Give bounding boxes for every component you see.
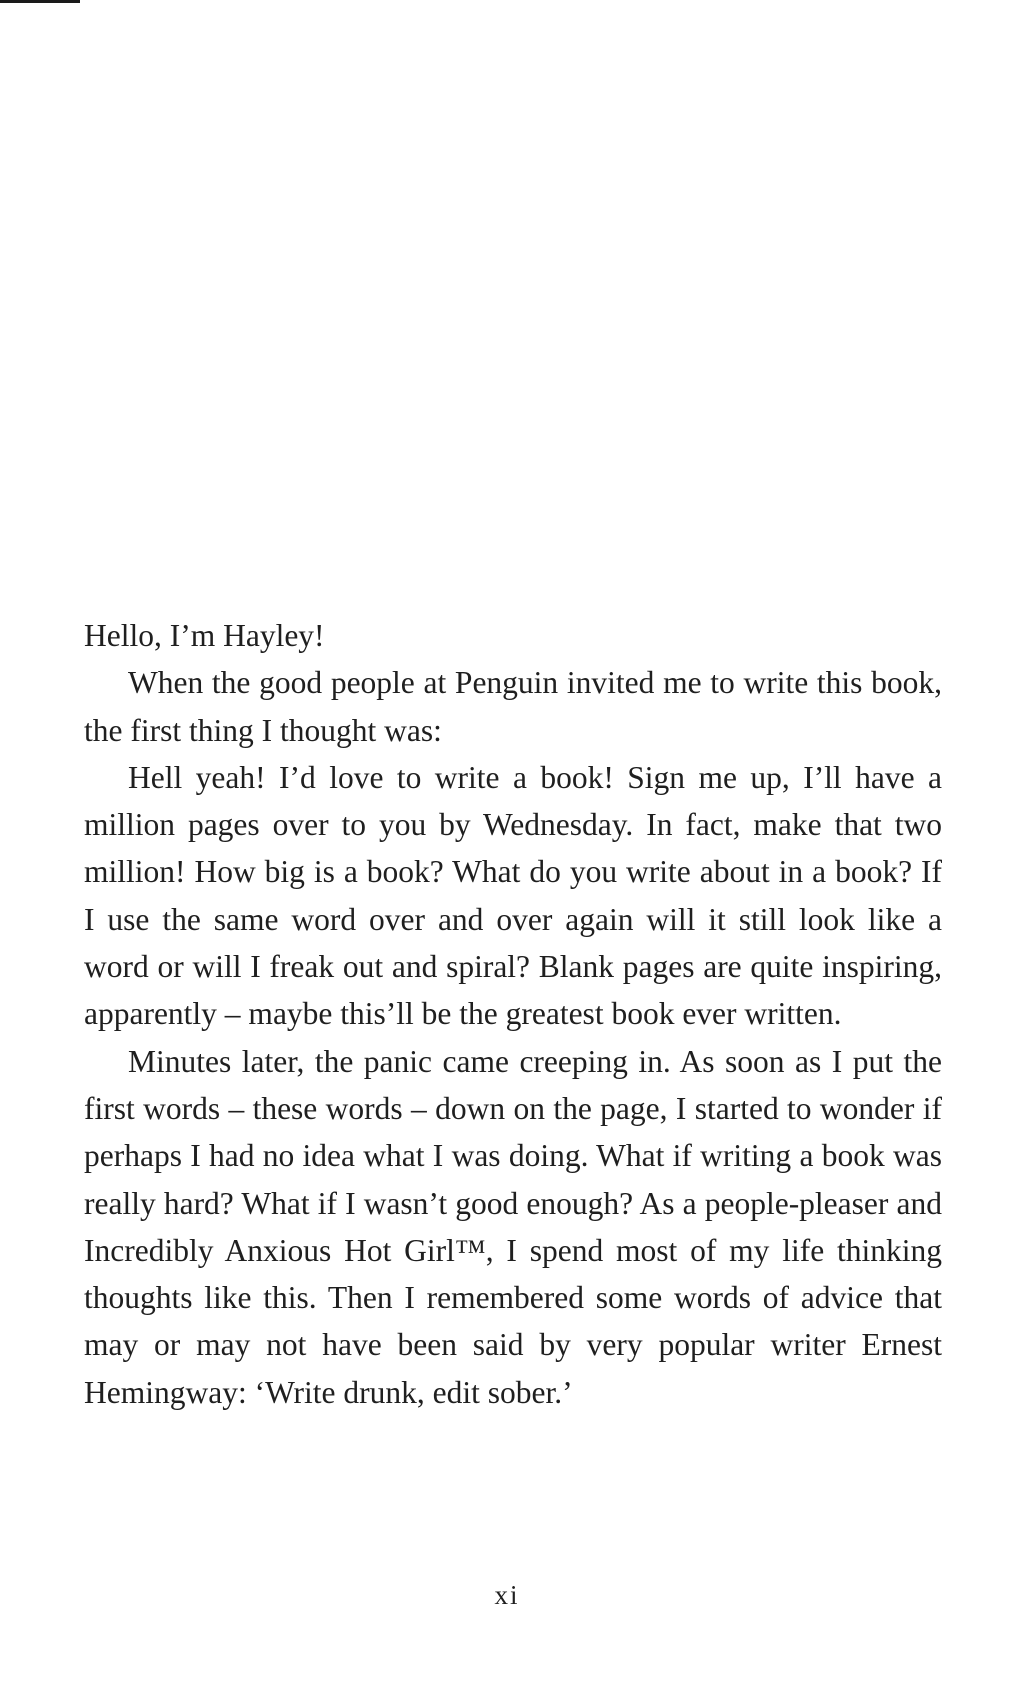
paragraph-3: Minutes later, the panic came creeping in. As soon as I put the first words – these words – down on the page, I started to wonder if perhaps I had no idea what I was doing. What if writing a book was really hard? What if I wasn’t good enough? As a people-pleaser and Incredibly Anxious Hot Girl™, I spend most of my life thinking thoughts like this. Then I remembered some words of advice that may or may not have been said by very popular writer Ernest Hemingway: ‘Write drunk, edit sober.’ [84,1043,942,1410]
greeting-line: Hello, I’m Hayley! [84,618,325,653]
page-edge-mark [0,0,80,3]
paragraph-2: Hell yeah! I’d love to write a book! Sign me up, I’ll have a million pages over to you by Wednesday. In fact, make that two million! How big is a book? What do you write about in a book? If I use the same word over and over again will it still look like a word or will I freak out and spiral? Blank pages are quite inspiring, apparently – maybe this’ll be the greatest book ever written. [84,759,942,1032]
paragraph-1: When the good people at Penguin invited me to write this book, the first thing I thought was: [84,665,942,748]
page-number: xi [494,1580,520,1610]
body-text [84,612,942,1416]
